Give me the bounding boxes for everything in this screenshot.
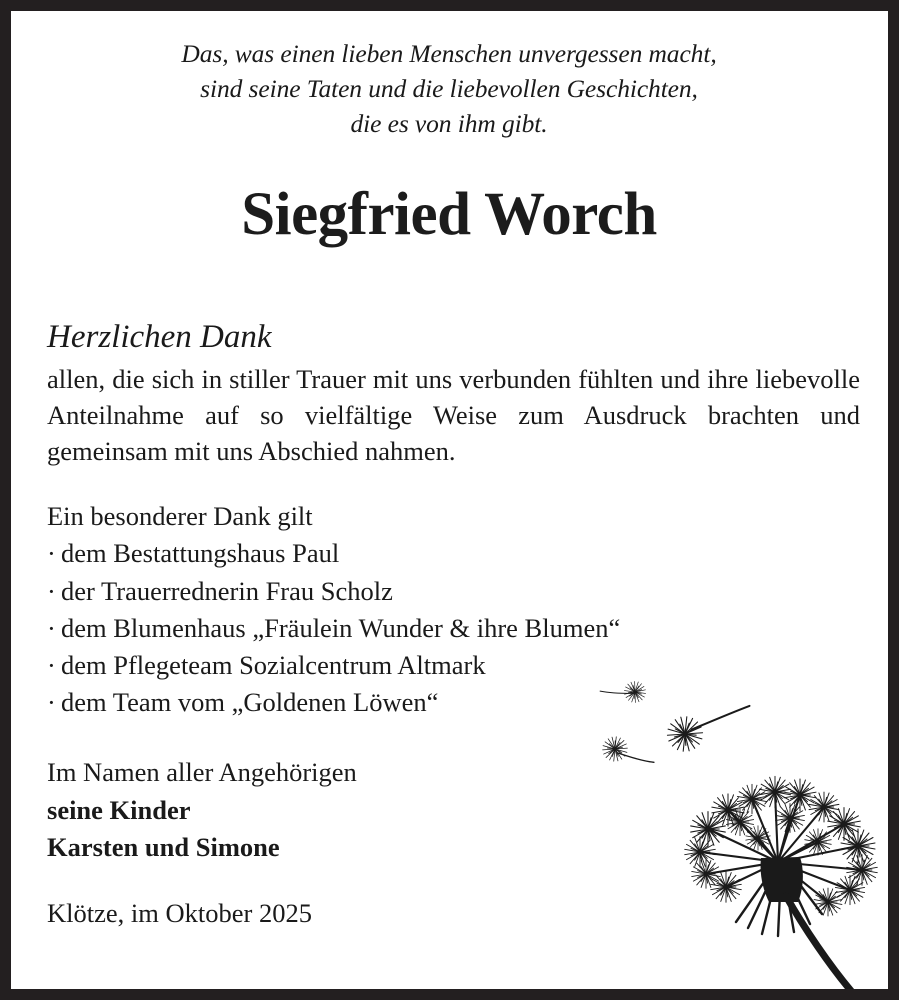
list-item-label: dem Bestattungshaus Paul [61,538,340,569]
list-item-label: der Trauerrednerin Frau Scholz [61,575,393,606]
list-item [47,647,862,684]
special-thanks-section [47,498,862,721]
special-thanks-intro: Ein besonderer Dank gilt [47,501,313,532]
place-and-date: Klötze, im Oktober 2025 [47,898,312,929]
list-item-label: dem Pflegeteam Sozialcentrum Altmark [61,650,486,681]
list-item [47,610,862,647]
notice-content [11,11,888,931]
quote-line-3: die es von ihm gibt. [350,108,548,138]
bullet-icon: · [47,612,56,643]
closing-line-children: seine Kinder [47,794,191,825]
list-item [47,684,862,721]
list-item-label: dem Blumenhaus „Fräulein Wunder & ihre Blumen“ [61,612,621,643]
special-thanks-list [47,535,862,721]
thanks-heading: Herzlichen Dank [47,318,272,355]
notice-page [11,11,888,989]
bullet-icon: · [47,687,56,718]
thanks-body: allen, die sich in stiller Trauer mit uns verbunden fühlten und ihre liebevolle Anteilnahme auf so vielfältige Weise zum Ausdruck brachten und gemeinsam mit uns Abschied nahmen. [47,364,860,467]
deceased-name: Siegfried Worch [241,180,657,248]
quote-line-1: Das, was einen lieben Menschen unvergessen macht, [181,39,717,68]
list-item [47,573,862,610]
bullet-icon: · [47,538,56,569]
quote-line-2: sind seine Taten und die liebevollen Geschichten, [200,73,698,103]
closing-section [47,754,862,866]
closing-line-names: Karsten und Simone [47,831,280,862]
closing-line-family: Im Namen aller Angehörigen [47,757,357,788]
memorial-quote [36,11,862,142]
bullet-icon: · [47,575,56,606]
list-item-label: dem Team vom „Goldenen Löwen“ [61,687,439,718]
bullet-icon: · [47,650,56,681]
list-item [47,535,862,572]
